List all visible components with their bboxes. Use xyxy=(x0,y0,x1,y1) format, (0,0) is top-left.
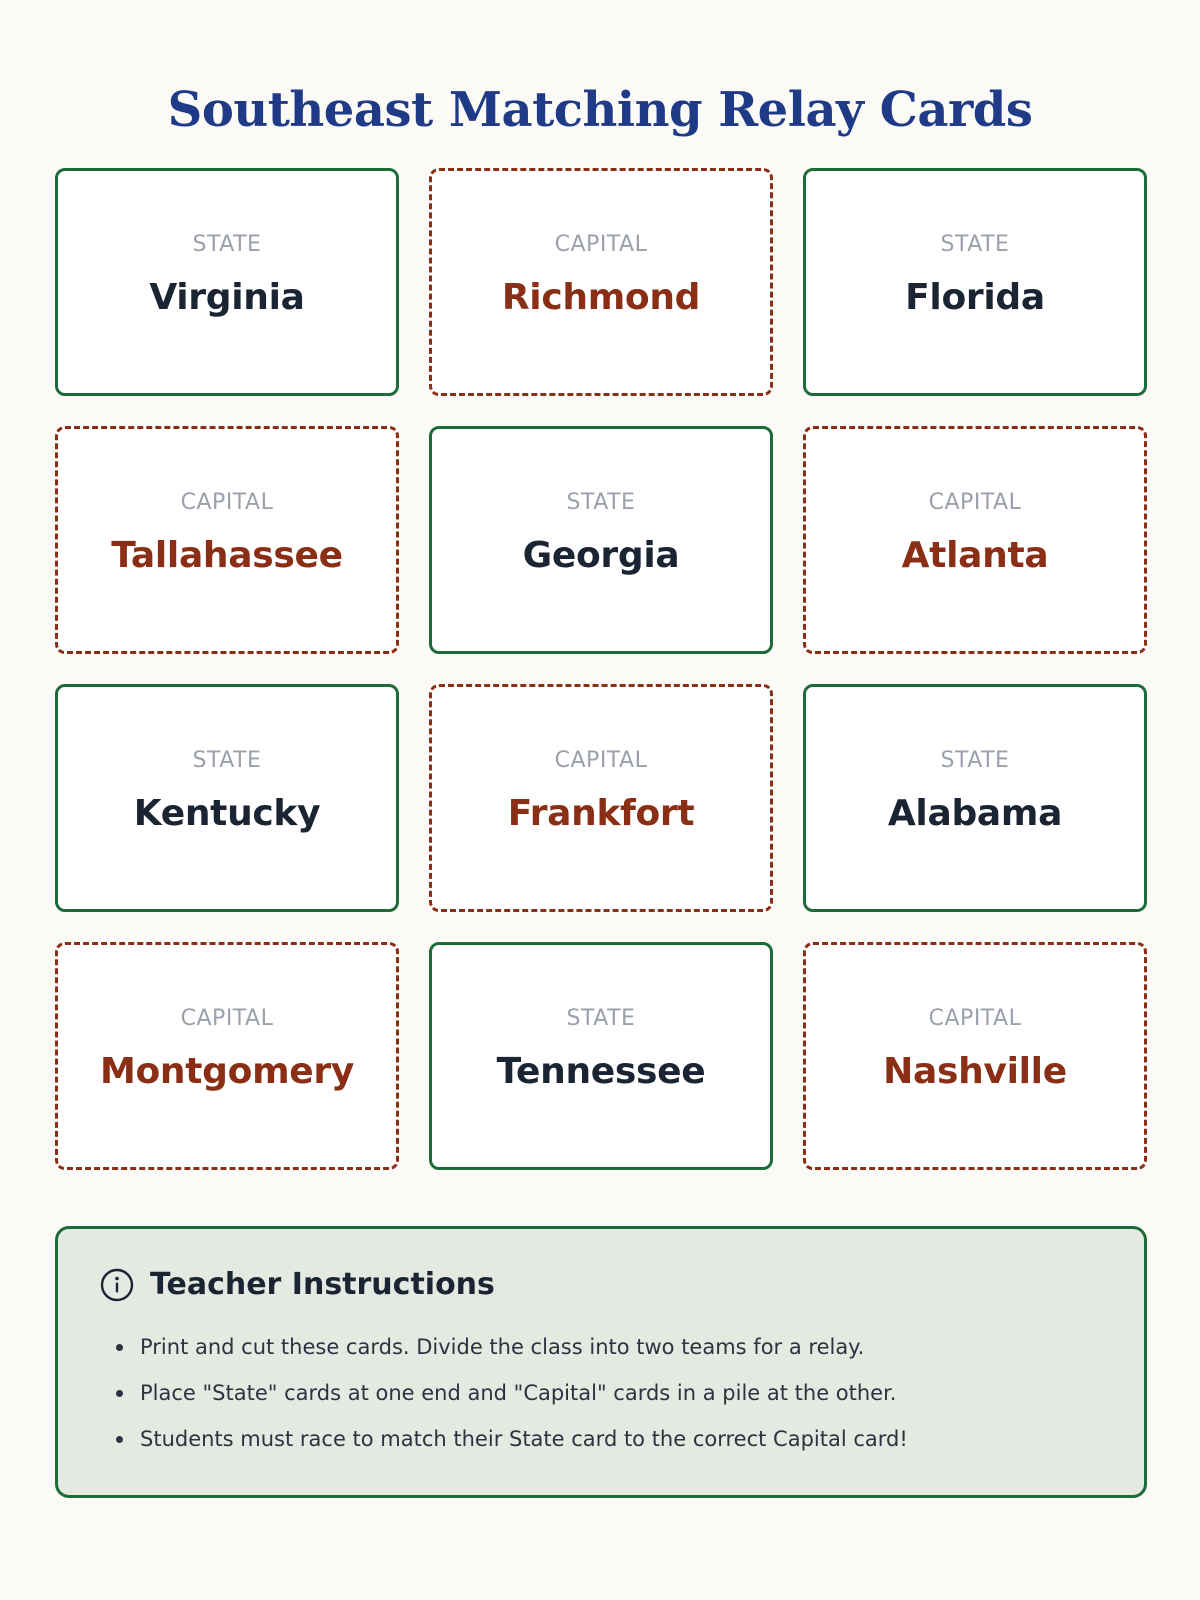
card-type-label: STATE xyxy=(940,232,1010,257)
state-card-virginia xyxy=(55,168,399,396)
card-type-label: CAPITAL xyxy=(928,1006,1022,1031)
state-card-alabama xyxy=(803,684,1147,912)
card-name: Virginia xyxy=(149,277,305,318)
card-name: Florida xyxy=(905,277,1045,318)
instruction-item xyxy=(116,1416,1102,1462)
card-type-label: CAPITAL xyxy=(180,490,274,515)
state-card-kentucky xyxy=(55,684,399,912)
card-type-label: CAPITAL xyxy=(928,490,1022,515)
card-name: Richmond xyxy=(501,277,701,318)
card-type-label: CAPITAL xyxy=(554,232,648,257)
instruction-item xyxy=(116,1324,1102,1370)
card-type-label: STATE xyxy=(192,748,262,773)
bullet xyxy=(116,1344,123,1351)
instructions-list xyxy=(100,1324,1102,1462)
card-name: Tallahassee xyxy=(111,535,343,576)
info-icon xyxy=(100,1268,134,1302)
card-name: Frankfort xyxy=(507,793,695,834)
card-name: Kentucky xyxy=(133,793,321,834)
instruction-item xyxy=(116,1370,1102,1416)
instruction-text: Place "State" cards at one end and "Capital" cards in a pile at the other. xyxy=(140,1381,897,1405)
card-type-label: STATE xyxy=(566,490,636,515)
bullet xyxy=(116,1436,123,1443)
capital-card-tallahassee xyxy=(55,426,399,654)
instruction-text: Print and cut these cards. Divide the class into two teams for a relay. xyxy=(140,1335,865,1359)
capital-card-nashville xyxy=(803,942,1147,1170)
state-card-florida xyxy=(803,168,1147,396)
instructions-header xyxy=(100,1267,1102,1302)
capital-card-richmond xyxy=(429,168,773,396)
bullet xyxy=(116,1390,123,1397)
card-name: Atlanta xyxy=(901,535,1049,576)
card-type-label: CAPITAL xyxy=(554,748,648,773)
page-title: Southeast Matching Relay Cards xyxy=(167,82,1033,139)
card-name: Tennessee xyxy=(496,1051,706,1092)
instructions-title: Teacher Instructions xyxy=(150,1267,495,1302)
card-name: Montgomery xyxy=(99,1051,355,1092)
capital-card-montgomery xyxy=(55,942,399,1170)
capital-card-atlanta xyxy=(803,426,1147,654)
state-card-georgia xyxy=(429,426,773,654)
card-name: Nashville xyxy=(883,1051,1067,1092)
card-name: Georgia xyxy=(522,535,680,576)
card-type-label: STATE xyxy=(940,748,1010,773)
card-type-label: STATE xyxy=(566,1006,636,1031)
card-grid xyxy=(55,168,1147,1170)
card-name: Alabama xyxy=(887,793,1063,834)
teacher-instructions-panel xyxy=(55,1226,1147,1498)
card-type-label: CAPITAL xyxy=(180,1006,274,1031)
capital-card-frankfort xyxy=(429,684,773,912)
card-type-label: STATE xyxy=(192,232,262,257)
instruction-text: Students must race to match their State card to the correct Capital card! xyxy=(140,1427,908,1451)
state-card-tennessee xyxy=(429,942,773,1170)
